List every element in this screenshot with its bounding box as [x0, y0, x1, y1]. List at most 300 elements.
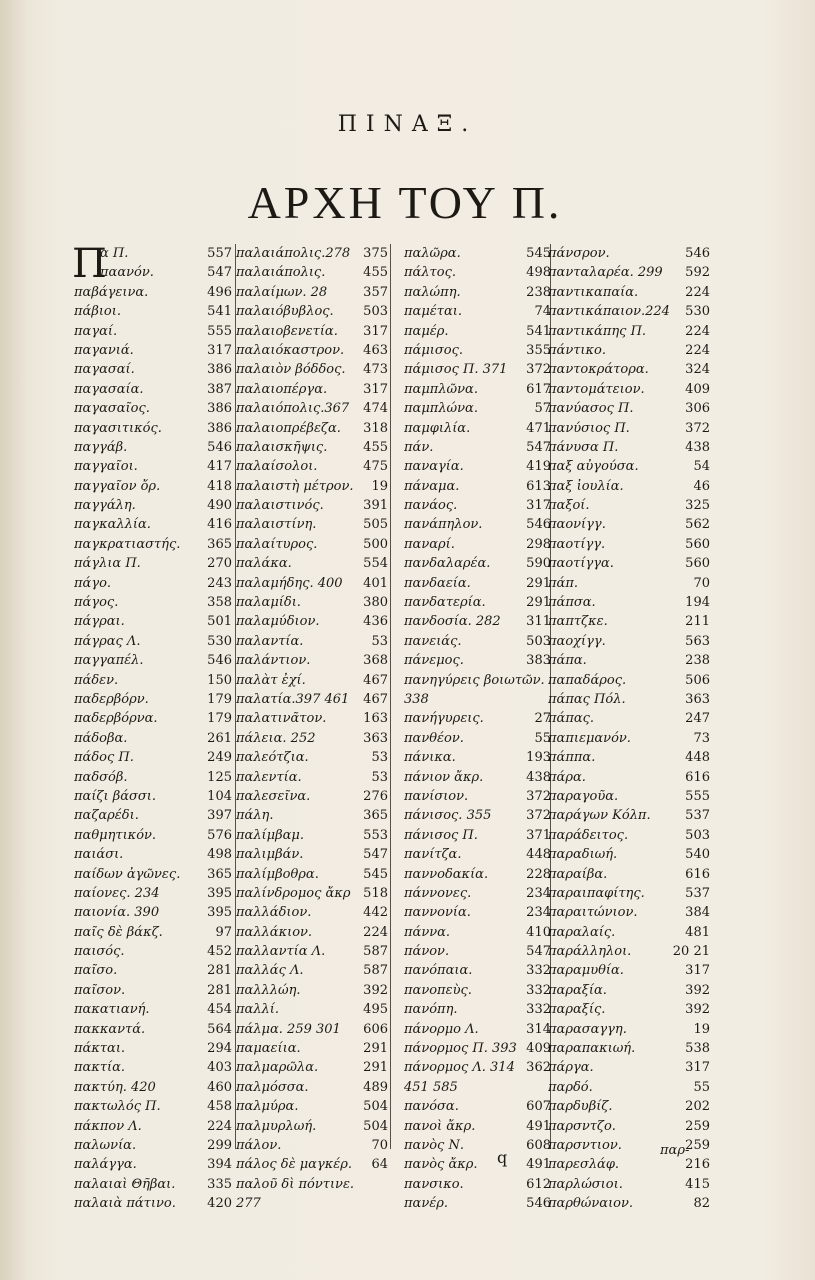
entry-term: παλαίτυρος.: [236, 536, 318, 552]
entry-term: παοτίγγ.: [548, 536, 606, 552]
entry-term: πάρα.: [548, 769, 586, 785]
index-entry: [74, 1000, 232, 1019]
entry-page-number: 224: [685, 284, 710, 300]
entry-term: πάγρας Λ.: [74, 633, 141, 649]
index-entry: [404, 981, 551, 1000]
index-entry: [236, 1194, 388, 1213]
index-entry: [74, 865, 232, 884]
entry-page-number: 55: [693, 1079, 710, 1095]
index-entry: [548, 961, 710, 980]
entry-page-number: 555: [685, 788, 710, 804]
entry-term: παίονες. 234: [74, 885, 160, 901]
index-entry: [236, 1175, 388, 1194]
entry-term: παγασαί.: [74, 362, 135, 378]
index-entry: [236, 1155, 388, 1174]
entry-term: παπτζκε.: [548, 614, 608, 630]
entry-page-number: 560: [685, 556, 710, 572]
entry-page-number: 299: [207, 1137, 232, 1153]
index-entry: [404, 380, 551, 399]
index-entry: [404, 419, 551, 438]
entry-page-number: 57: [534, 401, 551, 417]
entry-page-number: 125: [207, 769, 232, 785]
index-entry: [74, 302, 232, 321]
entry-page-number: 503: [685, 827, 710, 843]
entry-term: πάνορμος Λ. 314: [404, 1060, 515, 1076]
index-entry: [74, 806, 232, 825]
entry-page-number: 358: [207, 595, 232, 611]
entry-term: πανσικο.: [404, 1176, 464, 1192]
index-entry: [74, 535, 232, 554]
entry-term: παναγία.: [404, 459, 464, 475]
index-entry: [236, 1078, 388, 1097]
entry-page-number: 317: [363, 381, 388, 397]
entry-page-number: 417: [207, 459, 232, 475]
entry-term: πάδος Π.: [74, 750, 134, 766]
entry-term: παλὰτ ἐχί.: [236, 672, 306, 688]
index-entry: [74, 283, 232, 302]
entry-page-number: 365: [363, 808, 388, 824]
entry-page-number: 392: [685, 1002, 710, 1018]
index-entry: [548, 884, 710, 903]
entry-page-number: 504: [363, 1118, 388, 1134]
index-entry: [74, 1155, 232, 1174]
entry-term: παλλάδιον.: [236, 905, 312, 921]
index-entry: [236, 651, 388, 670]
entry-term: πάργα.: [548, 1060, 594, 1076]
index-entry: [74, 981, 232, 1000]
entry-page-number: 547: [526, 944, 551, 960]
entry-page-number: 179: [207, 711, 232, 727]
entry-page-number: 394: [207, 1157, 232, 1173]
entry-page-number: 546: [207, 653, 232, 669]
entry-term: παραξία.: [548, 982, 607, 998]
index-entry: [404, 554, 551, 573]
entry-page-number: 587: [363, 963, 388, 979]
entry-page-number: 490: [207, 498, 232, 514]
index-entry: [404, 1117, 551, 1136]
entry-page-number: 163: [363, 711, 388, 727]
entry-page-number: 375: [363, 246, 388, 261]
entry-term: 277: [236, 1196, 261, 1212]
index-entry: [404, 632, 551, 651]
entry-term: παγγάλη.: [74, 498, 136, 514]
index-column-3: [404, 244, 551, 1214]
index-entry: [74, 419, 232, 438]
entry-page-number: 491: [526, 1118, 551, 1134]
entry-term: πανοπεὺς.: [404, 982, 472, 998]
entry-term: παραλαίς.: [548, 924, 616, 940]
index-entry: [548, 845, 710, 864]
entry-term: παναρί.: [404, 536, 455, 552]
entry-page-number: 386: [207, 420, 232, 436]
index-entry: [548, 1194, 710, 1213]
entry-term: παλωνία.: [74, 1137, 137, 1153]
index-entry: [404, 535, 551, 554]
index-entry: [74, 1097, 232, 1116]
index-entry: [74, 826, 232, 845]
entry-page-number: 247: [685, 711, 710, 727]
entry-page-number: 471: [526, 420, 551, 436]
entry-page-number: 419: [526, 459, 551, 475]
entry-term: παντομάτειον.: [548, 381, 645, 397]
index-entry: [548, 574, 710, 593]
entry-page-number: 281: [207, 982, 232, 998]
entry-page-number: 291: [526, 595, 551, 611]
index-entry: [548, 380, 710, 399]
entry-page-number: 587: [363, 944, 388, 960]
entry-term: πάλον.: [236, 1137, 282, 1153]
entry-page-number: 436: [363, 614, 388, 630]
signature-mark: q: [497, 1148, 508, 1167]
entry-page-number: 452: [207, 944, 232, 960]
entry-page-number: 74: [534, 304, 551, 320]
entry-page-number: 506: [685, 672, 710, 688]
index-entry: [404, 515, 551, 534]
entry-page-number: 82: [693, 1196, 710, 1212]
entry-term: παίδων ἀγῶνες.: [74, 866, 181, 882]
index-entry: [74, 1039, 232, 1058]
entry-term: πάνυσα Π.: [548, 439, 619, 455]
entry-term: πανόπαια.: [404, 963, 473, 979]
entry-page-number: 537: [685, 808, 710, 824]
index-entry: [74, 380, 232, 399]
index-entry: [236, 322, 388, 341]
index-entry: [236, 748, 388, 767]
index-entry: [548, 787, 710, 806]
index-entry: [404, 671, 551, 690]
entry-term: 338: [404, 691, 429, 707]
entry-term: πακτωλός Π.: [74, 1099, 161, 1115]
entry-term: πανίσιον.: [404, 788, 469, 804]
entry-term: παξ ἰουλία.: [548, 478, 624, 494]
entry-page-number: 314: [526, 1021, 551, 1037]
entry-term: πάγο.: [74, 575, 112, 591]
index-entry: [548, 360, 710, 379]
entry-page-number: 409: [526, 1041, 551, 1057]
entry-term: α Π.: [100, 246, 129, 261]
entry-term: πάνορμος Π. 393: [404, 1041, 517, 1057]
entry-page-number: 498: [207, 847, 232, 863]
entry-page-number: 547: [207, 265, 232, 281]
entry-page-number: 104: [207, 788, 232, 804]
entry-page-number: 458: [207, 1099, 232, 1115]
index-entry: [74, 690, 232, 709]
index-entry: [548, 1097, 710, 1116]
entry-term: παισός.: [74, 944, 125, 960]
index-entry: [236, 826, 388, 845]
entry-page-number: 372: [526, 808, 551, 824]
entry-term: πάνισος. 355: [404, 808, 492, 824]
entry-term: παίζι βάσσι.: [74, 788, 156, 804]
entry-page-number: 53: [371, 633, 388, 649]
index-entry: [74, 360, 232, 379]
entry-page-number: 357: [363, 284, 388, 300]
entry-term: παλμύρα.: [236, 1099, 299, 1115]
index-entry: [548, 768, 710, 787]
entry-term: πάλεια. 252: [236, 730, 316, 746]
index-entry: [74, 574, 232, 593]
entry-term: παμπλῶνα.: [404, 381, 478, 397]
entry-page-number: 387: [207, 381, 232, 397]
entry-page-number: 238: [685, 653, 710, 669]
entry-page-number: 474: [363, 401, 388, 417]
entry-term: πανδαλαρέα.: [404, 556, 491, 572]
index-entry: [404, 826, 551, 845]
index-entry: [236, 884, 388, 903]
entry-page-number: 291: [363, 1060, 388, 1076]
entry-page-number: 70: [371, 1137, 388, 1153]
entry-page-number: 363: [363, 730, 388, 746]
entry-term: παῖς δὲ βάκζ.: [74, 924, 163, 940]
entry-page-number: 606: [363, 1021, 388, 1037]
entry-page-number: 442: [363, 905, 388, 921]
entry-term: πανίτζα.: [404, 847, 462, 863]
entry-page-number: 503: [526, 633, 551, 649]
index-entry: [236, 360, 388, 379]
index-entry: [236, 574, 388, 593]
index-entry: [404, 244, 551, 263]
entry-term: παλλάκιον.: [236, 924, 313, 940]
entry-page-number: 216: [685, 1157, 710, 1173]
index-entry: [74, 1117, 232, 1136]
entry-page-number: 363: [685, 691, 710, 707]
entry-term: πανόπη.: [404, 1002, 458, 1018]
index-entry: [236, 341, 388, 360]
index-entry: [74, 709, 232, 728]
index-entry: [236, 690, 388, 709]
entry-page-number: 332: [526, 982, 551, 998]
entry-page-number: 224: [363, 924, 388, 940]
entry-term: πάνιον ἄκρ.: [404, 769, 484, 785]
entry-page-number: 325: [685, 498, 710, 514]
index-entry: [74, 1175, 232, 1194]
entry-term: παονίγγ.: [548, 517, 606, 533]
entry-term: παλατινᾶτον.: [236, 711, 327, 727]
entry-page-number: 249: [207, 750, 232, 766]
index-entry: [236, 263, 388, 282]
index-entry: [548, 981, 710, 1000]
entry-term: πάλμα. 259 301: [236, 1021, 341, 1037]
index-entry: [74, 903, 232, 922]
index-entry: [74, 496, 232, 515]
entry-page-number: 317: [363, 323, 388, 339]
entry-page-number: 19: [693, 1021, 710, 1037]
entry-term: πάδεν.: [74, 672, 119, 688]
entry-page-number: 294: [207, 1041, 232, 1057]
entry-term: πανδαεία.: [404, 575, 471, 591]
index-entry: [236, 806, 388, 825]
entry-page-number: 392: [685, 982, 710, 998]
entry-page-number: 481: [685, 924, 710, 940]
entry-term: πανήγυρεις.: [404, 711, 484, 727]
index-entry: [236, 942, 388, 961]
entry-term: παλεσεῖνα.: [236, 788, 311, 804]
index-entry: [404, 651, 551, 670]
entry-term: πάνορμο Λ.: [404, 1021, 479, 1037]
entry-page-number: 541: [207, 304, 232, 320]
entry-term: πάπσα.: [548, 595, 596, 611]
entry-term: παντικαπαία.: [548, 284, 639, 300]
entry-page-number: 541: [526, 323, 551, 339]
entry-term: παραμυθία.: [548, 963, 624, 979]
index-entry: [74, 457, 232, 476]
index-entry: [236, 380, 388, 399]
entry-page-number: 380: [363, 595, 388, 611]
entry-page-number: 365: [207, 866, 232, 882]
index-entry: [236, 302, 388, 321]
index-entry: [236, 709, 388, 728]
index-entry: [404, 438, 551, 457]
entry-page-number: 546: [207, 439, 232, 455]
entry-term: παγασιτικός.: [74, 420, 162, 436]
entry-term: παιονία. 390: [74, 905, 160, 921]
index-entry: [74, 671, 232, 690]
index-entry: [74, 438, 232, 457]
entry-page-number: 491: [526, 1157, 551, 1173]
index-entry: [548, 923, 710, 942]
entry-term: πανταλαρέα. 299: [548, 265, 663, 281]
entry-page-number: 505: [363, 517, 388, 533]
index-entry: [404, 1078, 551, 1097]
entry-page-number: 224: [685, 342, 710, 358]
index-entry: [548, 1020, 710, 1039]
index-entry: [236, 419, 388, 438]
entry-page-number: 234: [526, 885, 551, 901]
entry-page-number: 403: [207, 1060, 232, 1076]
entry-term: παραξίς.: [548, 1002, 606, 1018]
entry-term: παγγαπέλ.: [74, 653, 144, 669]
catchword: παρ-: [660, 1143, 690, 1158]
index-columns: [72, 241, 726, 1212]
index-entry: [404, 574, 551, 593]
entry-term: παλαιαὶ Θῆβαι.: [74, 1176, 176, 1192]
entry-page-number: 409: [685, 381, 710, 397]
index-entry: [236, 1039, 388, 1058]
entry-term: παανόν.: [100, 265, 154, 281]
entry-term: πάπ.: [548, 575, 578, 591]
index-entry: [404, 1000, 551, 1019]
index-entry: [404, 283, 551, 302]
index-entry: [548, 457, 710, 476]
entry-term: παθμητικόν.: [74, 827, 157, 843]
entry-page-number: 53: [371, 769, 388, 785]
index-entry: [74, 477, 232, 496]
entry-term: παλαντία.: [236, 633, 304, 649]
entry-page-number: 538: [685, 1041, 710, 1057]
index-entry: [404, 612, 551, 631]
index-entry: [404, 1175, 551, 1194]
entry-page-number: 97: [215, 924, 232, 940]
index-entry: [236, 671, 388, 690]
entry-page-number: 498: [526, 265, 551, 281]
index-entry: [404, 845, 551, 864]
index-entry: [548, 903, 710, 922]
entry-term: παλίνδρομος ἄκρ: [236, 885, 351, 901]
entry-page-number: 355: [526, 342, 551, 358]
index-entry: [74, 729, 232, 748]
entry-page-number: 410: [526, 924, 551, 940]
entry-page-number: 224: [685, 323, 710, 339]
entry-term: παγασαία.: [74, 381, 144, 397]
entry-term: παλμυρλωή.: [236, 1118, 317, 1134]
entry-page-number: 545: [363, 866, 388, 882]
index-entry: [404, 1155, 551, 1174]
entry-page-number: 501: [207, 614, 232, 630]
entry-term: παῖσον.: [74, 982, 126, 998]
entry-page-number: 545: [526, 246, 551, 261]
entry-page-number: 518: [363, 885, 388, 901]
entry-page-number: 438: [685, 439, 710, 455]
entry-page-number: 547: [363, 847, 388, 863]
entry-term: παρθώναιον.: [548, 1196, 634, 1212]
entry-term: πάμισος Π. 371: [404, 362, 508, 378]
entry-term: πακατιανή.: [74, 1002, 150, 1018]
entry-page-number: 612: [526, 1176, 551, 1192]
entry-page-number: 503: [363, 304, 388, 320]
entry-page-number: 243: [207, 575, 232, 591]
entry-term: παλλαντία Λ.: [236, 944, 326, 960]
entry-term: πάντικο.: [548, 342, 606, 358]
index-entry: [548, 942, 710, 961]
entry-term: παλαιὸν βόδδος.: [236, 362, 346, 378]
entry-page-number: 563: [685, 633, 710, 649]
entry-page-number: 224: [207, 1118, 232, 1134]
entry-page-number: 70: [693, 575, 710, 591]
entry-page-number: 454: [207, 1002, 232, 1018]
entry-page-number: 372: [685, 420, 710, 436]
entry-term: πανύασος Π.: [548, 401, 634, 417]
index-entry: [74, 651, 232, 670]
entry-term: πανὸς ἄκρ.: [404, 1157, 478, 1173]
index-entry: [548, 1117, 710, 1136]
entry-term: παλαιόβυβλος.: [236, 304, 334, 320]
index-entry: [404, 341, 551, 360]
entry-term: παλατία.397 461: [236, 691, 350, 707]
index-entry: [236, 845, 388, 864]
entry-term: παγκαλλία.: [74, 517, 151, 533]
entry-page-number: 467: [363, 672, 388, 688]
section-title: ΑΡΧΗ ΤΟΥ Π.: [247, 177, 563, 228]
entry-page-number: [384, 1194, 388, 1213]
entry-page-number: 448: [526, 847, 551, 863]
entry-term: παραδιωή.: [548, 847, 618, 863]
entry-term: πάπας.: [548, 711, 595, 727]
entry-page-number: 194: [685, 595, 710, 611]
entry-term: πάππα.: [548, 750, 596, 766]
entry-term: παγγαῖοι.: [74, 459, 138, 475]
index-entry: [236, 496, 388, 515]
index-entry: [404, 748, 551, 767]
entry-term: πάνον.: [404, 944, 450, 960]
entry-term: πάνσρον.: [548, 246, 610, 261]
entry-page-number: 150: [207, 672, 232, 688]
initial-letter: Π: [72, 241, 107, 287]
entry-term: παλαιάπολις.: [236, 265, 326, 281]
entry-page-number: 391: [363, 498, 388, 514]
entry-page-number: 368: [363, 653, 388, 669]
entry-term: πάλη.: [236, 808, 274, 824]
index-entry: [548, 671, 710, 690]
entry-term: παλαιοπρέβεζα.: [236, 420, 341, 436]
entry-term: 451 585: [404, 1079, 458, 1095]
entry-page-number: 318: [363, 420, 388, 436]
entry-term: πανοὶ ἄκρ.: [404, 1118, 476, 1134]
entry-page-number: 317: [207, 342, 232, 358]
entry-page-number: 607: [526, 1099, 551, 1115]
entry-page-number: 547: [526, 439, 551, 455]
index-entry: [404, 322, 551, 341]
entry-term: παντικάπης Π.: [548, 323, 647, 339]
